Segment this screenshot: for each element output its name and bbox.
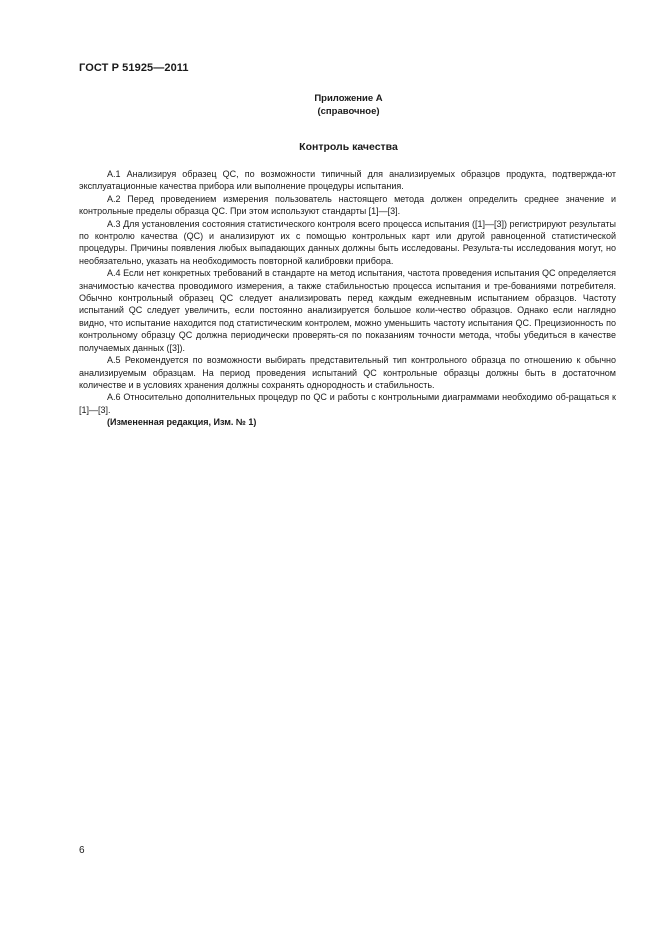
annex-type: (справочное) (317, 106, 380, 117)
amendment-note: (Измененная редакция, Изм. № 1) (107, 417, 257, 428)
paragraph-a3: А.3 Для установления состояния статистического контроля всего процесса испытания ([1]—[3]) регистрируют результаты по контролю качества (QC) и анализируют их с помощью контрольных карт или другой равноценной статистической процедуры. Причины появления любых выпадающих данных должны быть исследованы. Результа-ты исследования могут, но необязательно, указать на необходимость повторной калибровки прибора. (79, 218, 616, 266)
document-code-header: ГОСТ Р 51925—2011 (79, 62, 189, 74)
paragraph-a6: А.6 Относительно дополнительных процедур по QC и работы с контрольными диаграммами необходимо об-ращаться к [1]—[3]. (79, 392, 616, 415)
section-title: Контроль качества (299, 141, 398, 153)
paragraph-a5: А.5 Рекомендуется по возможности выбирать представительный тип контрольного образца по отношению к обычно анализируемым образцам. На период проведения испытаний QC контрольные образцы должны быть в достаточном количестве и в условиях хранения должны сохранять однородность и стабильность. (79, 355, 616, 390)
page-number: 6 (79, 845, 85, 856)
paragraph-a4: А.4 Если нет конкретных требований в стандарте на метод испытания, частота проведения испытания QC определяется значимостью качества проводимого измерения, а также стабильностью процесса испытания и тре-бованиями потребителя. Обычно контрольный образец QC следует анализировать перед каждым ежедневным испытанием образцов. Частоту испытаний QC следует увеличить, если постоянно анализируется большое коли-чество образцов. Однако если наглядно видно, что испытание находится под статистическим контролем, можно уменьшить частоту испытания QC. Прецизионность по контрольному образцу QC должна периодически проверять-ся по показаниям точности метода, чтобы убедиться в качестве получаемых данных ([3]). (79, 268, 616, 353)
paragraph-a2: А.2 Перед проведением измерения пользователь настоящего метода должен определить среднее значение и контрольные пределы образца QC. При этом используют стандарты [1]—[3]. (79, 193, 616, 217)
annex-heading (0, 92, 661, 118)
annex-title: Приложение А (314, 93, 383, 104)
paragraph-a1: А.1 Анализируя образец QC, по возможности типичный для анализируемых образцов продукта, подтвержда-ют эксплуатационные качества прибора или выполнение процедуры испытания. (79, 169, 616, 192)
document-body (79, 168, 616, 429)
